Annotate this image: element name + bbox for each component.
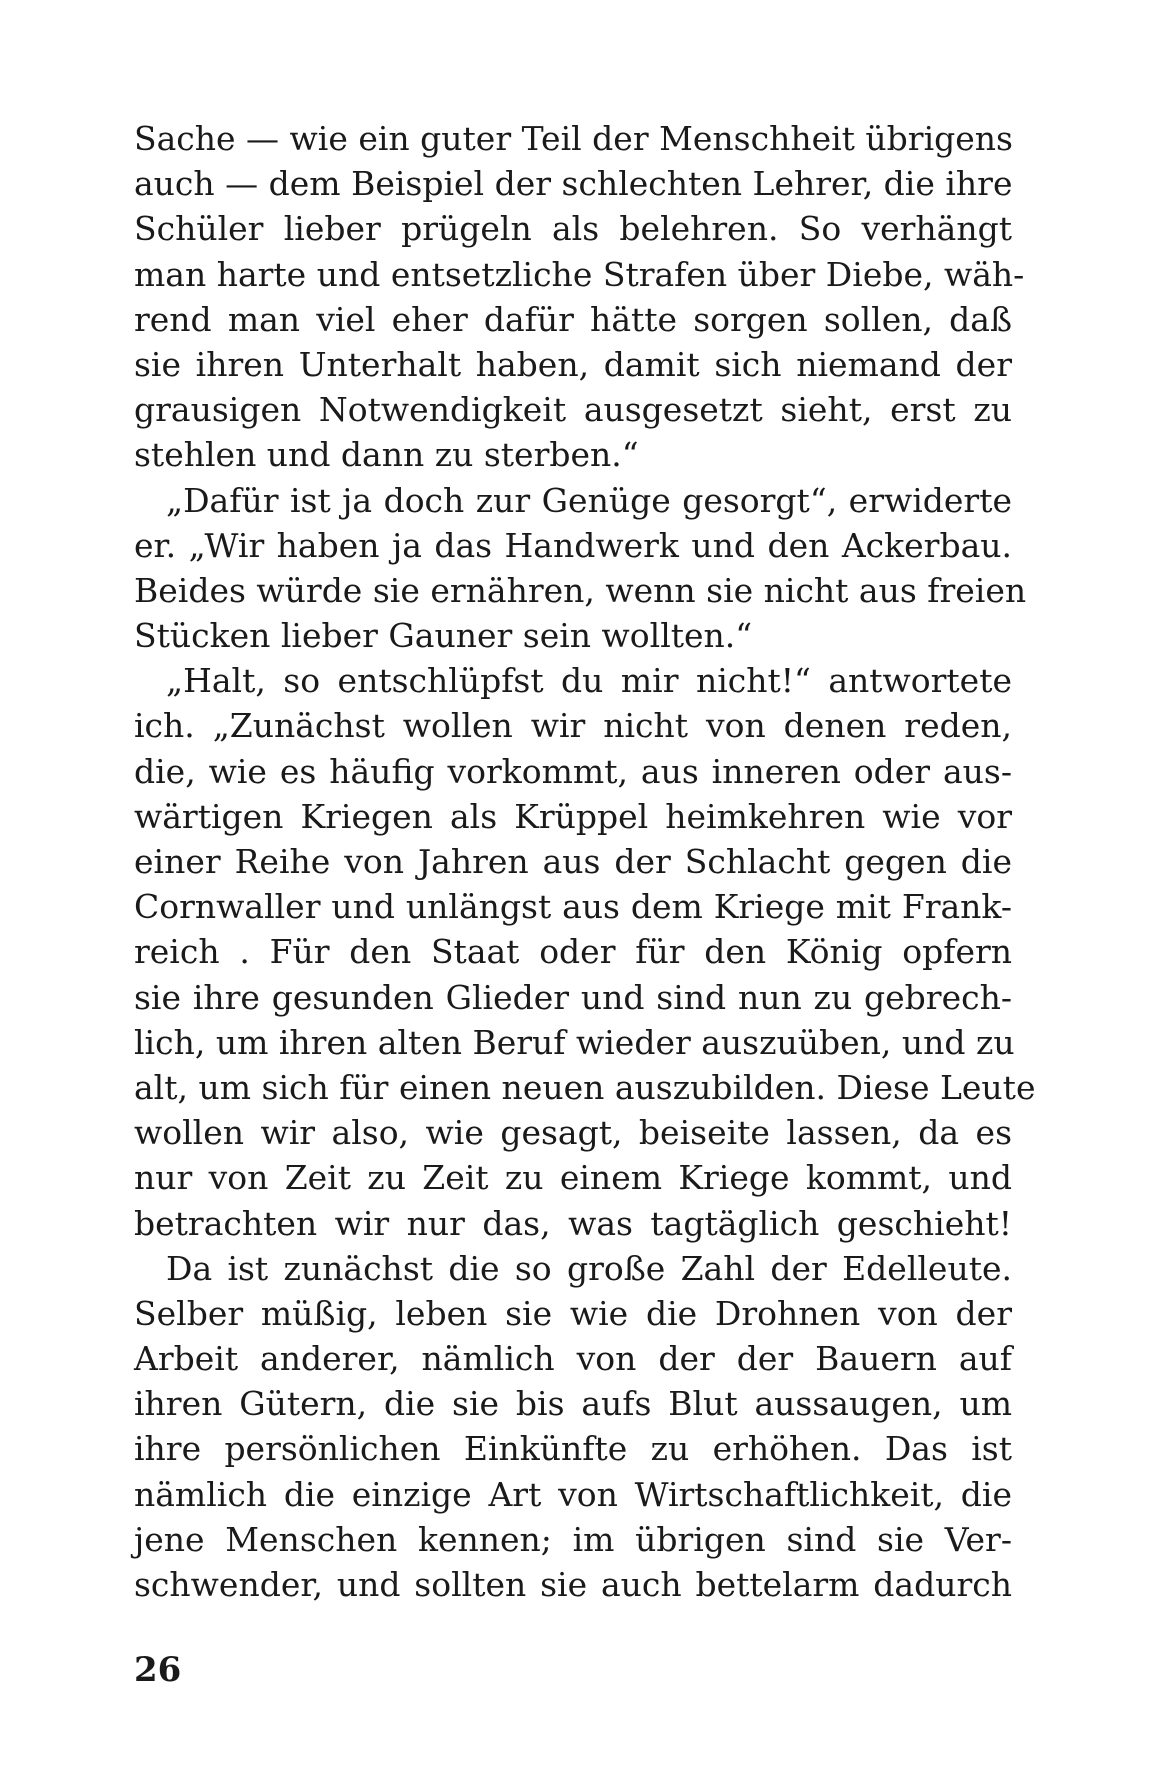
page-number: 26	[134, 1650, 182, 1690]
text-line: Da ist zunächst die so große Zahl der Edelleute.	[166, 1248, 1012, 1288]
body-text	[134, 116, 1036, 1607]
text-line: alt, um sich für einen neuen auszubilden. Diese Leute	[134, 1067, 1036, 1107]
text-line: auch — dem Beispiel der schlechten Lehrer, die ihre	[134, 164, 1013, 204]
text-line: grausigen Notwendigkeit ausgesetzt sieht, erst zu	[134, 390, 1012, 430]
text-line: ihre persönlichen Einkünfte zu erhöhen. Das ist	[134, 1429, 1012, 1469]
text-line: jene Menschen kennen; im übrigen sind sie Ver-	[134, 1519, 1012, 1559]
text-line: nämlich die einzige Art von Wirtschaftlichkeit, die	[134, 1474, 1012, 1514]
text-line: „Halt, so entschlüpfst du mir nicht!“ antwortete	[166, 661, 1012, 701]
text-line: Schüler lieber prügeln als belehren. So verhängt	[134, 209, 1012, 249]
text-line: Arbeit anderer, nämlich von der der Bauern auf	[134, 1339, 1012, 1379]
text-line: man harte und entsetzliche Strafen über Diebe, wäh-	[134, 254, 1025, 294]
text-line: wollen wir also, wie gesagt, beiseite lassen, da es	[134, 1113, 1012, 1153]
text-line: Cornwaller und unlängst aus dem Kriege mit Frank-	[134, 887, 1012, 927]
text-line: wärtigen Kriegen als Krüppel heimkehren wie vor	[134, 796, 1012, 836]
text-line: die, wie es häufig vorkommt, aus inneren oder aus-	[134, 751, 1012, 791]
text-line: nur von Zeit zu Zeit zu einem Kriege kommt, und	[134, 1158, 1012, 1198]
text-line: „Dafür ist ja doch zur Genüge gesorgt“, erwiderte	[166, 480, 1012, 520]
text-line: reich . Für den Staat oder für den König opfern	[134, 932, 1012, 972]
text-line: sie ihren Unterhalt haben, damit sich niemand der	[134, 344, 1012, 384]
text-line: lich, um ihren alten Beruf wieder auszuüben, und zu	[134, 1022, 1015, 1062]
text-line: rend man viel eher dafür hätte sorgen sollen, daß	[134, 299, 1012, 339]
text-line: Selber müßig, leben sie wie die Drohnen von der	[134, 1293, 1012, 1333]
text-line: Sache — wie ein guter Teil der Menschheit übrigens	[134, 119, 1013, 158]
text-line: einer Reihe von Jahren aus der Schlacht gegen die	[134, 842, 1012, 881]
text-line: sie ihre gesunden Glieder und sind nun zu gebrech-	[134, 977, 1012, 1017]
text-line: stehlen und dann zu sterben.“	[134, 435, 639, 475]
text-line: ihren Gütern, die sie bis aufs Blut aussaugen, um	[134, 1384, 1012, 1424]
text-line: Beides würde sie ernähren, wenn sie nicht aus freien	[134, 570, 1027, 610]
text-line: ich. „Zunächst wollen wir nicht von denen reden,	[134, 706, 1012, 746]
text-line: er. „Wir haben ja das Handwerk und den Ackerbau.	[134, 525, 1012, 565]
text-line: betrachten wir nur das, was tagtäglich geschieht!	[134, 1203, 1012, 1243]
text-line: Stücken lieber Gauner sein wollten.“	[134, 616, 753, 656]
text-line: schwender, und sollten sie auch bettelarm dadurch	[134, 1565, 1012, 1604]
